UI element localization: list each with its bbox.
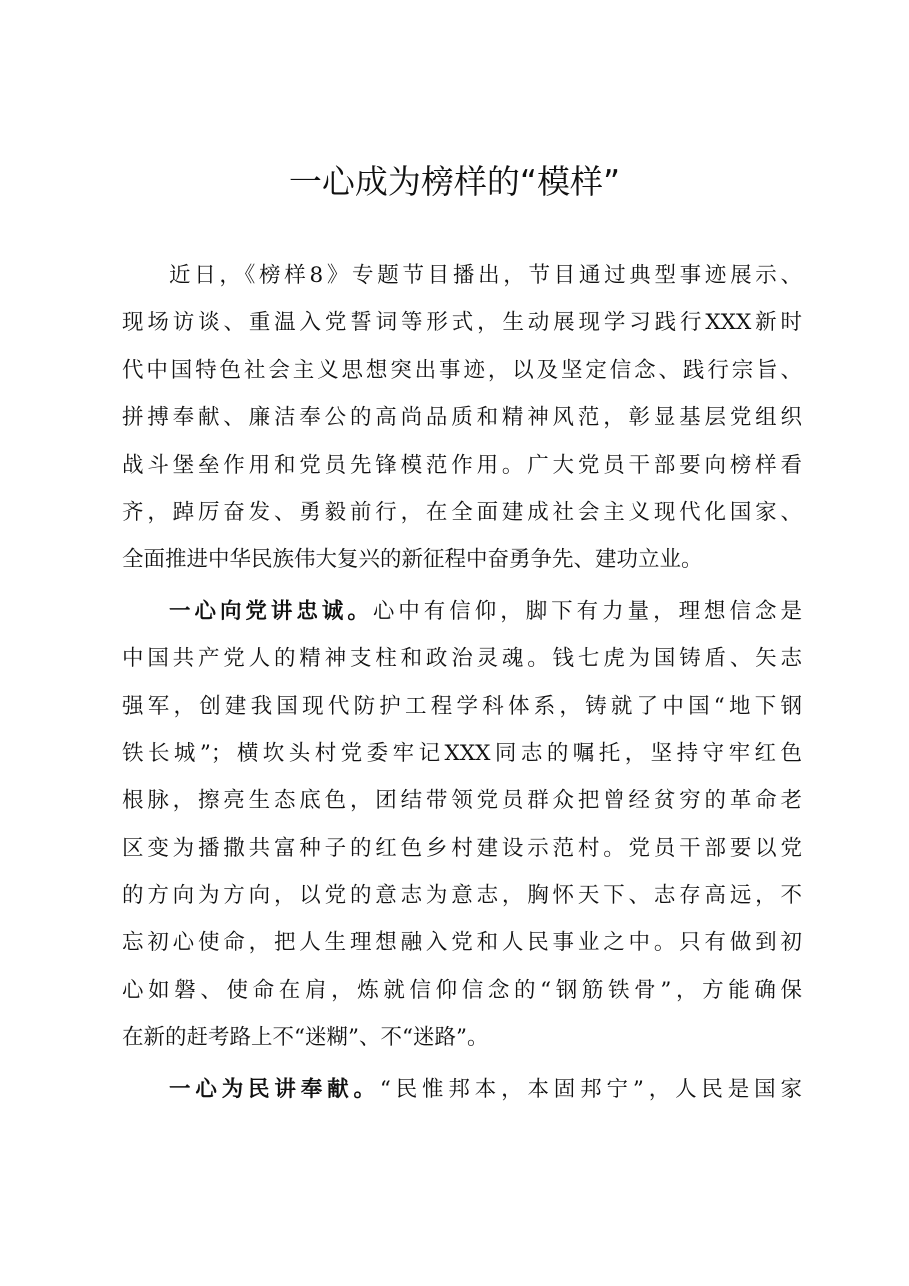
paragraph-line: 在新的赶考路上不“迷糊”、不“迷路”。 xyxy=(122,1025,489,1051)
paragraph-line: 根脉，擦亮生态底色，团结带领党员群众把曾经贫穷的革命老 xyxy=(122,788,802,814)
section-heading: 一心为民讲奉献。 xyxy=(169,1076,380,1102)
paragraph-intro xyxy=(122,252,802,584)
paragraph-text: 心中有信仰，脚下有力量，理想信念是 xyxy=(372,598,802,624)
paragraph-line: 铁长城”；横坎头村党委牢记XXX同志的嘱托，坚持守牢红色 xyxy=(122,740,802,766)
paragraph-first-line xyxy=(122,588,802,635)
paragraph-dedication xyxy=(122,1066,802,1113)
paragraph-line: 近日，《榜样8》专题节目播出，节目通过典型事迹展示、 xyxy=(169,263,802,288)
paragraph-line: 强军，创建我国现代防护工程学科体系，铸就了中国“地下钢 xyxy=(122,693,802,719)
paragraph-line: 代中国特色社会主义思想突出事迹，以及坚定信念、践行宗旨、 xyxy=(122,357,802,383)
paragraph-line: 全面推进中华民族伟大复兴的新征程中奋勇争先、建功立业。 xyxy=(122,547,703,573)
paragraph-first-line xyxy=(122,1066,802,1113)
paragraph-line: 心如磐、使命在肩，炼就信仰信念的“钢筋铁骨”，方能确保 xyxy=(122,977,802,1003)
paragraph-line: 的方向为方向，以党的意志为意志，胸怀天下、志存高远，不 xyxy=(122,883,802,909)
paragraph-line: 区变为播撒共富种子的红色乡村建设示范村。党员干部要以党 xyxy=(122,835,802,861)
paragraph-text: “民惟邦本，本固邦宁”，人民是国家 xyxy=(379,1076,802,1102)
document-body xyxy=(122,252,802,1113)
paragraph-line: 战斗堡垒作用和党员先锋模范作用。广大党员干部要向榜样看 xyxy=(122,452,802,478)
document-title: 一心成为榜样的“模样” xyxy=(288,162,621,201)
paragraph-line: 现场访谈、重温入党誓词等形式，生动展现学习践行XXX新时 xyxy=(122,310,802,336)
paragraph-line: 忘初心使命，把人生理想融入党和人民事业之中。只有做到初 xyxy=(122,930,802,956)
section-heading: 一心向党讲忠诚。 xyxy=(169,598,373,624)
paragraph-line: 齐，踔厉奋发、勇毅前行，在全面建成社会主义现代化国家、 xyxy=(122,499,802,525)
paragraph-line: 中国共产党人的精神支柱和政治灵魂。钱七虎为国铸盾、矢志 xyxy=(122,646,802,672)
paragraph-loyalty xyxy=(122,588,802,1062)
paragraph-line: 拼搏奉献、廉洁奉公的高尚品质和精神风范，彰显基层党组织 xyxy=(122,405,802,431)
